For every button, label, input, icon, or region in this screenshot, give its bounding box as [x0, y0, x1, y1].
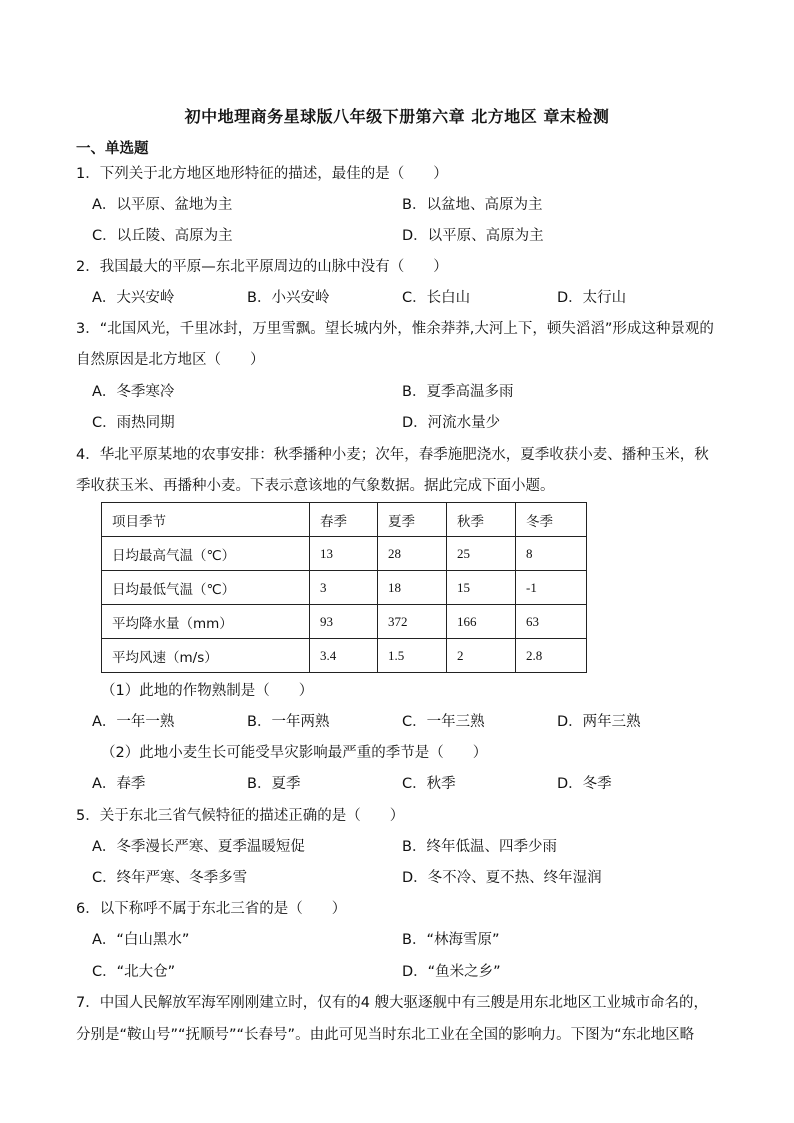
table-row	[102, 639, 587, 673]
table-cell: 3	[310, 571, 378, 605]
table-cell: 18	[378, 571, 447, 605]
question-2-option-a: A．大兴安岭	[92, 290, 175, 306]
question-4-stem-line1: 4．华北平原某地的农事安排：秋季播种小麦；次年，春季施肥浇水，夏季收获小麦、播种玉米，秋	[76, 447, 709, 463]
question-3-stem-line2: 自然原因是北方地区（ ）	[76, 352, 265, 368]
question-6-option-a: A．“白山黑水”	[92, 932, 190, 948]
table-cell: 28	[378, 537, 447, 571]
table-row	[102, 537, 587, 571]
question-6-stem: 6．以下称呼不属于东北三省的是（ ）	[76, 901, 347, 917]
question-7-stem-line2: 分别是“鞍山号”“抚顺号”“长春号”。由此可见当时东北工业在全国的影响力。下图为“东北地区略	[76, 1027, 695, 1043]
question-2-stem: 2．我国最大的平原—东北平原周边的山脉中没有（ ）	[76, 259, 448, 275]
table-cell: -1	[516, 571, 587, 605]
question-3-option-b: B．夏季高温多雨	[402, 384, 514, 400]
table-header-row	[102, 503, 587, 537]
table-cell: 15	[447, 571, 516, 605]
question-7-stem-line1: 7．中国人民解放军海军刚刚建立时，仅有的4 艘大驱逐舰中有三艘是用东北地区工业城市命名的，	[76, 995, 709, 1011]
question-4-sub1-stem: （1）此地的作物熟制是（ ）	[101, 683, 314, 699]
table-row	[102, 605, 587, 639]
question-1-stem: 1．下列关于北方地区地形特征的描述，最佳的是（ ）	[76, 166, 448, 182]
question-4-sub2-stem: （2）此地小麦生长可能受旱灾影响最严重的季节是（ ）	[101, 745, 488, 761]
question-2-option-b: B．小兴安岭	[247, 290, 330, 306]
table-row-label: 日均最低气温（℃）	[102, 571, 310, 605]
question-4-sub2-option-b: B．夏季	[247, 776, 301, 792]
question-5-option-c: C．终年严寒、冬季多雪	[92, 870, 248, 886]
question-4-sub2-option-a: A．春季	[92, 776, 146, 792]
weather-data-table	[101, 502, 587, 673]
table-header-cell: 项目季节	[102, 503, 310, 537]
table-row-label: 平均降水量（mm）	[102, 605, 310, 639]
table-row-label: 平均风速（m/s）	[102, 639, 310, 673]
table-cell: 3.4	[310, 639, 378, 673]
question-2-option-d: D．太行山	[557, 290, 627, 306]
question-3-stem-line1: 3．“北国风光，千里冰封，万里雪飘。望长城内外，惟余莽莽,大河上下，顿失滔滔”形成这种景观的	[76, 321, 714, 337]
table-cell: 1.5	[378, 639, 447, 673]
question-4-sub2-option-d: D．冬季	[557, 776, 612, 792]
question-4-sub1-option-d: D．两年三熟	[557, 714, 641, 730]
table-cell: 13	[310, 537, 378, 571]
question-6-option-c: C．“北大仓”	[92, 964, 176, 980]
question-4-sub1-option-b: B．一年两熟	[247, 714, 330, 730]
question-5-option-d: D．冬不冷、夏不热、终年湿润	[402, 870, 602, 886]
table-header-cell: 夏季	[378, 503, 447, 537]
table-cell: 372	[378, 605, 447, 639]
question-5-option-a: A．冬季漫长严寒、夏季温暖短促	[92, 839, 305, 855]
question-6-option-d: D．“鱼米之乡”	[402, 964, 501, 980]
question-1-option-d: D．以平原、高原为主	[402, 228, 544, 244]
question-4-stem-line2: 季收获玉米、再播种小麦。下表示意该地的气象数据。据此完成下面小题。	[76, 478, 555, 494]
question-5-stem: 5．关于东北三省气候特征的描述正确的是（ ）	[76, 808, 405, 824]
question-3-option-c: C．雨热同期	[92, 415, 175, 431]
question-3-option-d: D．河流水量少	[402, 415, 501, 431]
table-row-label: 日均最高气温（℃）	[102, 537, 310, 571]
table-cell: 93	[310, 605, 378, 639]
table-cell: 63	[516, 605, 587, 639]
question-5-option-b: B．终年低温、四季少雨	[402, 839, 557, 855]
table-cell: 2	[447, 639, 516, 673]
table-cell: 25	[447, 537, 516, 571]
question-6-option-b: B．“林海雪原”	[402, 932, 500, 948]
question-4-sub1-option-c: C．一年三熟	[402, 714, 485, 730]
table-cell: 8	[516, 537, 587, 571]
page-title: 初中地理商务星球版八年级下册第六章 北方地区 章末检测	[184, 107, 610, 126]
question-2-option-c: C．长白山	[402, 290, 471, 306]
question-3-option-a: A．冬季寒冷	[92, 384, 175, 400]
table-cell: 2.8	[516, 639, 587, 673]
question-1-option-a: A．以平原、盆地为主	[92, 197, 233, 213]
section-heading: 一、单选题	[76, 141, 149, 157]
question-1-option-b: B．以盆地、高原为主	[402, 197, 543, 213]
table-header-cell: 秋季	[447, 503, 516, 537]
table-cell: 166	[447, 605, 516, 639]
table-header-cell: 冬季	[516, 503, 587, 537]
question-4-sub1-option-a: A．一年一熟	[92, 714, 175, 730]
question-1-option-c: C．以丘陵、高原为主	[92, 228, 233, 244]
question-4-sub2-option-c: C．秋季	[402, 776, 456, 792]
table-row	[102, 571, 587, 605]
table-header-cell: 春季	[310, 503, 378, 537]
